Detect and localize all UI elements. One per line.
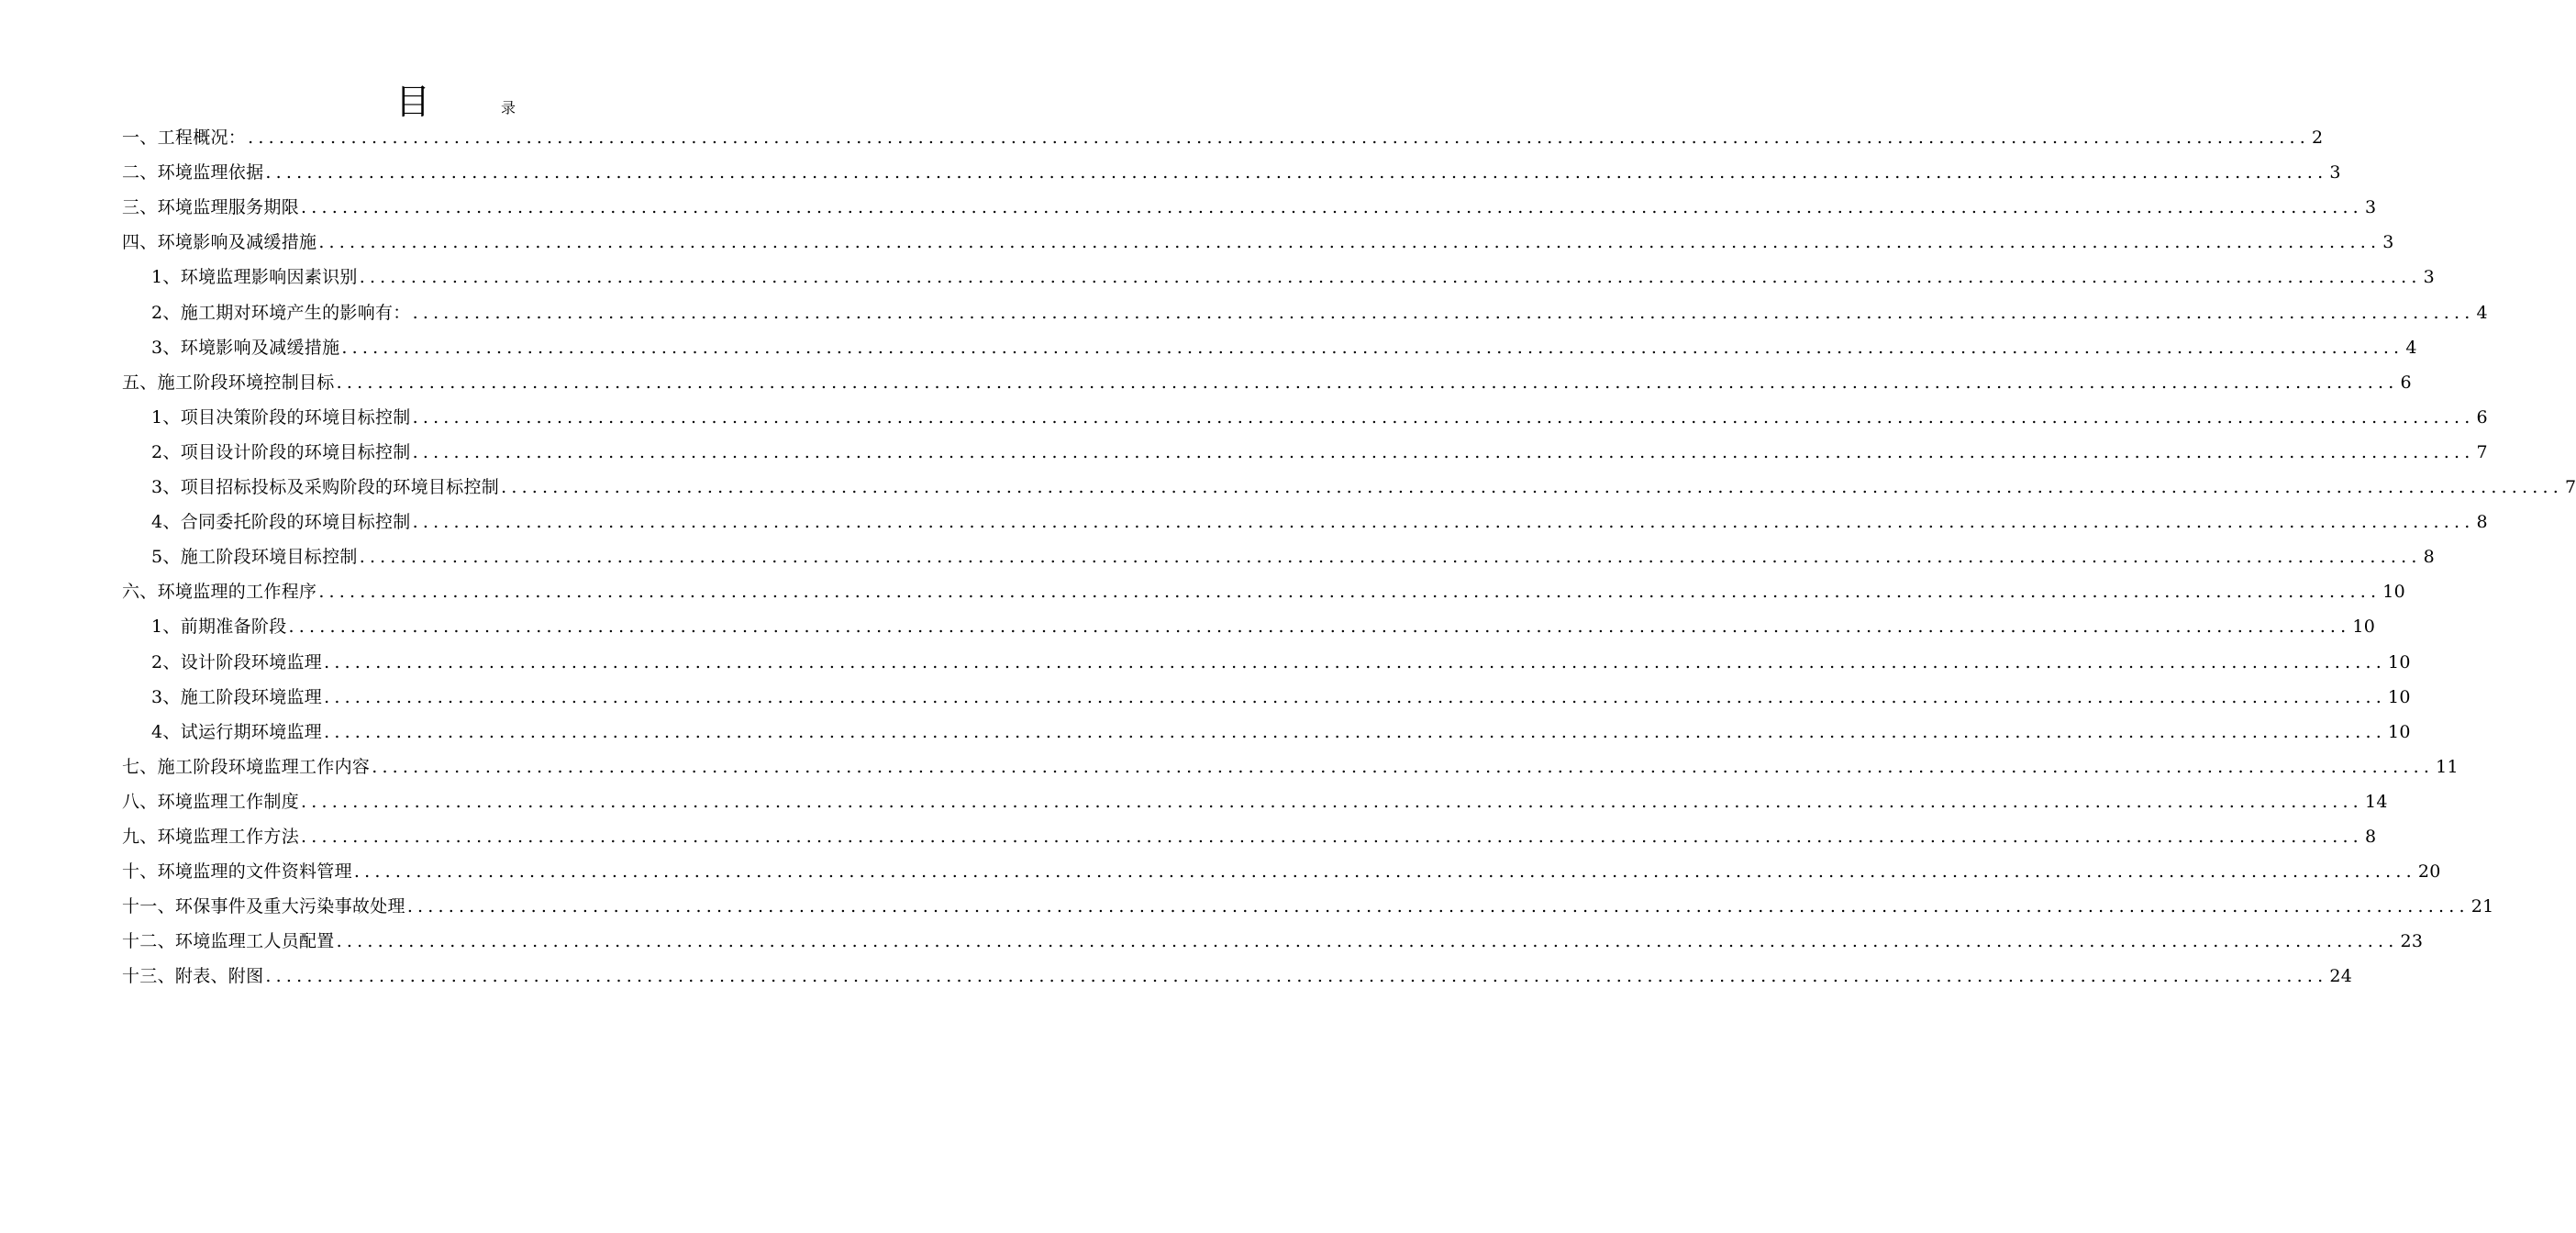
toc-entry-page-number: 14: [2364, 791, 2388, 812]
toc-entry-page-number: 2: [2312, 128, 2324, 149]
toc-dot-leader: ........................................................................................................................................................................................................: [372, 756, 2435, 777]
toc-entry[interactable]: [122, 117, 2324, 152]
table-of-contents: [122, 117, 2576, 991]
toc-entry[interactable]: [122, 606, 2376, 641]
toc-entry-page-number: 11: [2436, 756, 2459, 777]
toc-entry-label: 3、环境影响及减缓措施: [151, 337, 340, 358]
toc-entry[interactable]: [122, 187, 2377, 222]
toc-entry-page-number: 10: [2388, 686, 2411, 707]
toc-entry-page-number: 20: [2417, 861, 2441, 883]
toc-entry-label: 三、环境监理服务期限: [122, 197, 300, 218]
toc-entry-page-number: 3: [2382, 232, 2394, 253]
toc-entry-page-number: 4: [2476, 302, 2488, 323]
toc-dot-leader: ........................................................................................................................................................................................................: [265, 162, 2328, 183]
toc-entry-label: 1、前期准备阶段: [151, 616, 287, 638]
toc-entry-page-number: 3: [2364, 197, 2377, 218]
toc-entry[interactable]: [122, 502, 2488, 537]
toc-entry-label: 1、环境监理影响因素识别: [151, 267, 358, 288]
toc-entry-page-number: 8: [2476, 512, 2488, 533]
toc-entry-label: 十三、附表、附图: [122, 966, 264, 987]
toc-dot-leader: ........................................................................................................................................................................................................: [359, 547, 2422, 568]
toc-dot-leader: ........................................................................................................................................................................................................: [318, 232, 2382, 253]
toc-entry[interactable]: [122, 467, 2576, 502]
toc-dot-leader: ........................................................................................................................................................................................................: [301, 197, 2363, 218]
toc-entry-page-number: 8: [2364, 826, 2377, 847]
toc-entry-page-number: 7: [2476, 441, 2488, 462]
toc-entry-page-number: 10: [2352, 616, 2376, 638]
toc-entry[interactable]: [122, 432, 2488, 467]
toc-entry-page-number: 7: [2565, 477, 2576, 498]
toc-entry-label: 七、施工阶段环境监理工作内容: [122, 756, 371, 777]
toc-entry-label: 十、环境监理的文件资料管理: [122, 861, 352, 883]
toc-dot-leader: ........................................................................................................................................................................................................: [324, 651, 2387, 672]
toc-entry-page-number: 21: [2471, 896, 2494, 917]
toc-dot-leader: ........................................................................................................................................................................................................: [412, 302, 2475, 323]
toc-dot-leader: ........................................................................................................................................................................................................: [341, 337, 2404, 358]
toc-entry-label: 一、工程概况：: [122, 128, 247, 149]
toc-entry-label: 4、试运行期环境监理: [151, 721, 323, 742]
toc-dot-leader: ........................................................................................................................................................................................................: [412, 512, 2475, 533]
toc-entry-page-number: 24: [2329, 966, 2353, 987]
toc-entry[interactable]: [122, 292, 2488, 327]
toc-entry-label: 五、施工阶段环境控制目标: [122, 372, 335, 393]
toc-entry-label: 十二、环境监理工人员配置: [122, 931, 335, 952]
toc-entry[interactable]: [122, 921, 2424, 956]
toc-entry-page-number: 3: [2329, 162, 2341, 183]
toc-title-main: 目: [395, 82, 431, 122]
toc-entry-page-number: 8: [2423, 547, 2436, 568]
toc-entry[interactable]: [122, 397, 2488, 432]
toc-entry-page-number: 6: [2476, 406, 2488, 428]
toc-entry-page-number: 4: [2405, 337, 2417, 358]
toc-entry[interactable]: [122, 851, 2441, 886]
toc-entry-label: 1、项目决策阶段的环境目标控制: [151, 406, 411, 428]
toc-entry-label: 四、环境影响及减缓措施: [122, 232, 317, 253]
toc-entry-label: 2、施工期对环境产生的影响有：: [151, 302, 411, 323]
toc-entry-label: 八、环境监理工作制度: [122, 791, 300, 812]
toc-dot-leader: ........................................................................................................................................................................................................: [336, 372, 2399, 393]
toc-entry-label: 2、项目设计阶段的环境目标控制: [151, 441, 411, 462]
toc-entry[interactable]: [122, 328, 2417, 362]
toc-dot-leader: ........................................................................................................................................................................................................: [324, 721, 2387, 742]
toc-dot-leader: ........................................................................................................................................................................................................: [336, 931, 2399, 952]
toc-entry[interactable]: [122, 956, 2353, 991]
toc-entry[interactable]: [122, 572, 2406, 606]
toc-entry[interactable]: [122, 886, 2494, 921]
toc-entry[interactable]: [122, 641, 2411, 676]
toc-entry[interactable]: [122, 712, 2411, 747]
toc-entry-page-number: 10: [2388, 651, 2411, 672]
toc-entry-label: 4、合同委托阶段的环境目标控制: [151, 512, 411, 533]
toc-dot-leader: ........................................................................................................................................................................................................: [301, 826, 2363, 847]
toc-entry[interactable]: [122, 816, 2377, 851]
toc-entry-label: 2、设计阶段环境监理: [151, 651, 323, 672]
toc-entry[interactable]: [122, 677, 2411, 712]
toc-entry-label: 九、环境监理工作方法: [122, 826, 300, 847]
toc-dot-leader: ........................................................................................................................................................................................................: [359, 267, 2422, 288]
toc-entry[interactable]: [122, 257, 2436, 292]
toc-dot-leader: ........................................................................................................................................................................................................: [324, 686, 2387, 707]
toc-entry[interactable]: [122, 152, 2341, 187]
toc-entry-label: 十一、环保事件及重大污染事故处理: [122, 896, 405, 917]
toc-entry[interactable]: [122, 222, 2394, 257]
toc-entry[interactable]: [122, 362, 2412, 397]
toc-dot-leader: ........................................................................................................................................................................................................: [265, 966, 2328, 987]
toc-dot-leader: ........................................................................................................................................................................................................: [406, 896, 2470, 917]
toc-entry-page-number: 10: [2382, 582, 2406, 603]
toc-entry-page-number: 3: [2423, 267, 2436, 288]
toc-entry-label: 二、环境监理依据: [122, 162, 264, 183]
toc-entry-label: 3、项目招标投标及采购阶段的环境目标控制: [151, 477, 500, 498]
toc-dot-leader: ........................................................................................................................................................................................................: [318, 582, 2382, 603]
toc-dot-leader: ........................................................................................................................................................................................................: [501, 477, 2564, 498]
toc-entry-page-number: 23: [2400, 931, 2424, 952]
toc-dot-leader: ........................................................................................................................................................................................................: [248, 128, 2311, 149]
toc-entry[interactable]: [122, 537, 2436, 572]
toc-entry-page-number: 6: [2400, 372, 2412, 393]
toc-entry-label: 5、施工阶段环境目标控制: [151, 547, 358, 568]
toc-dot-leader: ........................................................................................................................................................................................................: [301, 791, 2363, 812]
toc-dot-leader: ........................................................................................................................................................................................................: [288, 616, 2351, 638]
toc-title-sub: 录: [501, 99, 516, 117]
toc-entry-page-number: 10: [2388, 721, 2411, 742]
toc-entry[interactable]: [122, 782, 2388, 816]
toc-dot-leader: ........................................................................................................................................................................................................: [353, 861, 2416, 883]
toc-dot-leader: ........................................................................................................................................................................................................: [412, 406, 2475, 428]
toc-entry-label: 3、施工阶段环境监理: [151, 686, 323, 707]
toc-entry-label: 六、环境监理的工作程序: [122, 582, 317, 603]
toc-dot-leader: ........................................................................................................................................................................................................: [412, 441, 2475, 462]
toc-entry[interactable]: [122, 747, 2459, 782]
